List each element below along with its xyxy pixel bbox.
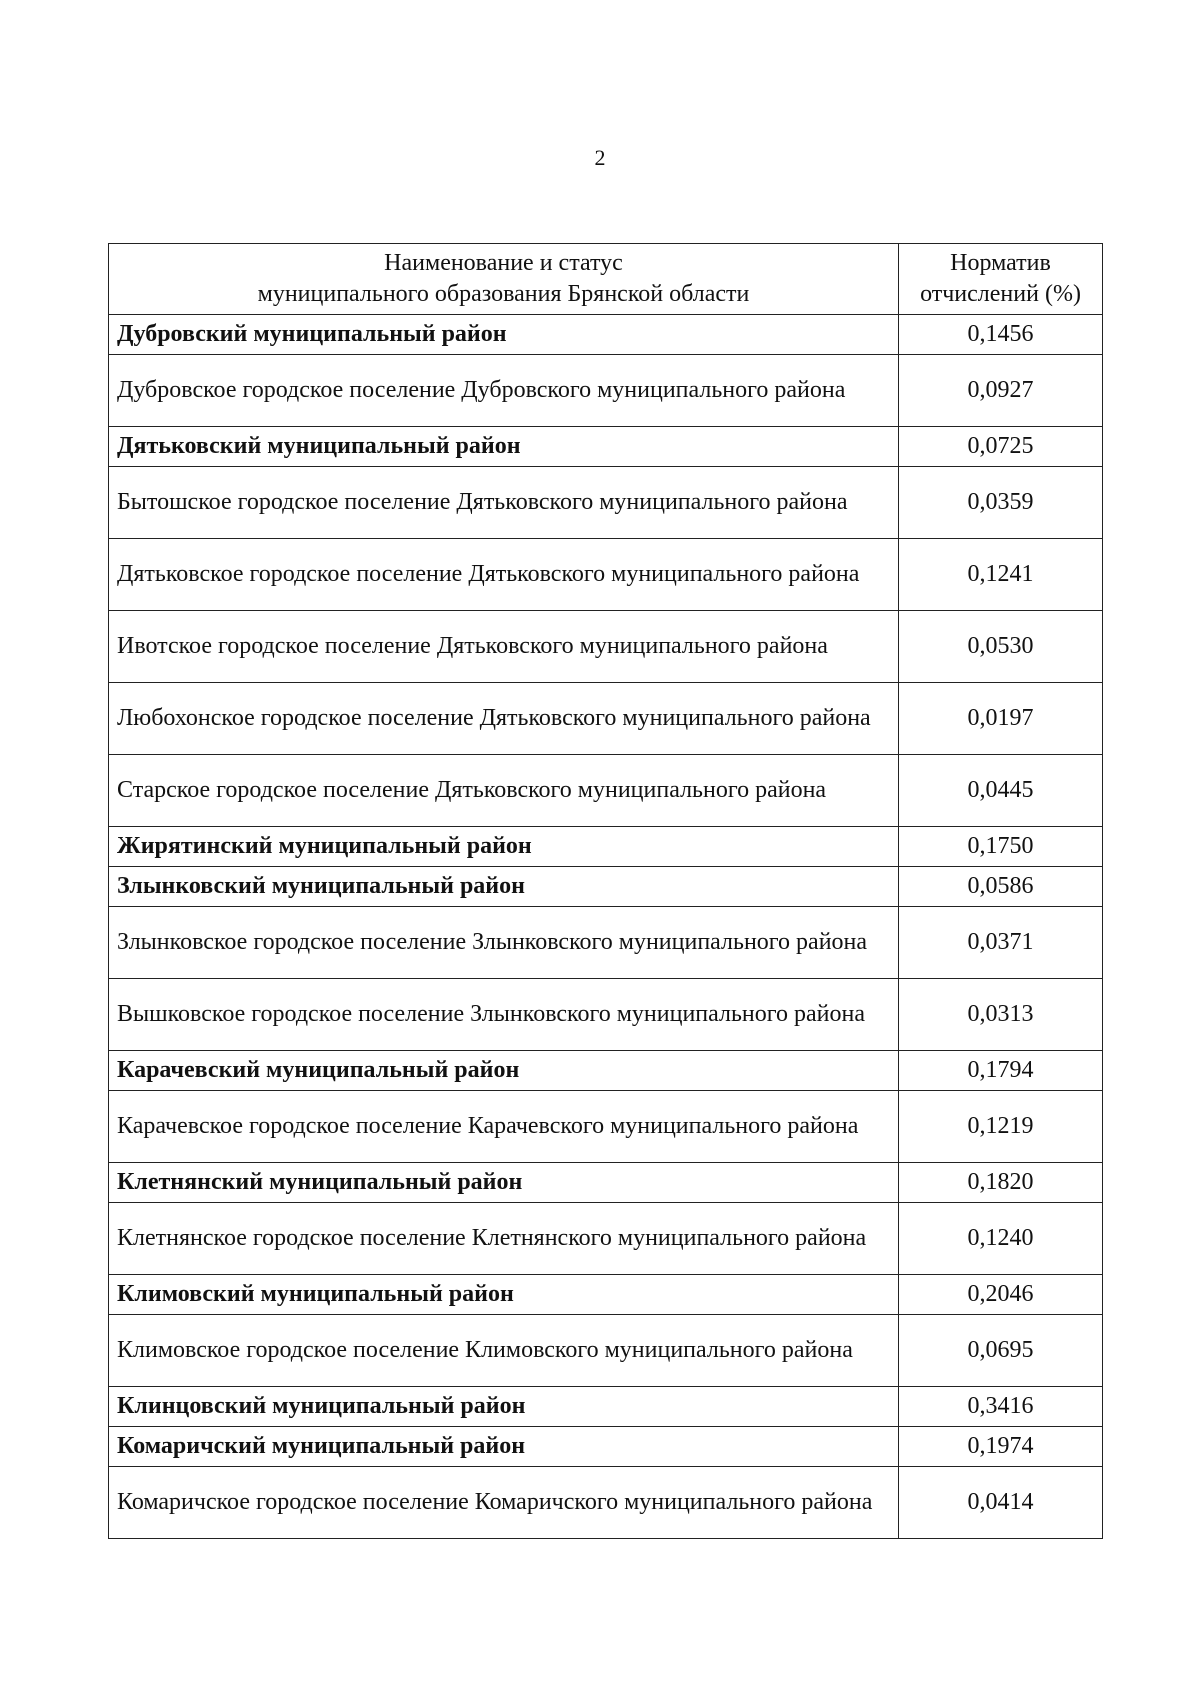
row-norm-value: 0,0695 xyxy=(899,1315,1103,1387)
row-norm-value: 0,0359 xyxy=(899,467,1103,539)
row-name: Карачевское городское поселение Карачевского муниципального района xyxy=(109,1091,899,1163)
row-norm-value: 0,1974 xyxy=(899,1427,1103,1467)
settlement-row xyxy=(109,683,1103,755)
table-header-row xyxy=(109,244,1103,315)
row-norm-value: 0,0725 xyxy=(899,427,1103,467)
settlement-row xyxy=(109,1467,1103,1539)
row-norm-value: 0,0313 xyxy=(899,979,1103,1051)
row-name: Ивотское городское поселение Дятьковского муниципального района xyxy=(109,611,899,683)
row-name: Любохонское городское поселение Дятьковского муниципального района xyxy=(109,683,899,755)
row-norm-value: 0,0414 xyxy=(899,1467,1103,1539)
row-norm-value: 0,1240 xyxy=(899,1203,1103,1275)
row-name: Карачевский муниципальный район xyxy=(109,1051,899,1091)
row-norm-value: 0,2046 xyxy=(899,1275,1103,1315)
row-name: Комаричское городское поселение Комаричского муниципального района xyxy=(109,1467,899,1539)
row-name: Дубровский муниципальный район xyxy=(109,315,899,355)
row-norm-value: 0,0530 xyxy=(899,611,1103,683)
page-number: 2 xyxy=(594,145,606,170)
district-row xyxy=(109,1051,1103,1091)
row-name: Клетнянское городское поселение Клетнянского муниципального района xyxy=(109,1203,899,1275)
row-name: Климовское городское поселение Климовского муниципального района xyxy=(109,1315,899,1387)
district-row xyxy=(109,867,1103,907)
header-norm-line2: отчислений (%) xyxy=(920,281,1081,307)
row-norm-value: 0,1794 xyxy=(899,1051,1103,1091)
row-name: Клинцовский муниципальный район xyxy=(109,1387,899,1427)
header-name-line2: муниципального образования Брянской области xyxy=(257,281,750,307)
row-name: Климовский муниципальный район xyxy=(109,1275,899,1315)
district-row xyxy=(109,1427,1103,1467)
district-row xyxy=(109,315,1103,355)
district-row xyxy=(109,827,1103,867)
header-norm-line1: Норматив xyxy=(950,250,1051,276)
settlement-row xyxy=(109,467,1103,539)
settlement-row xyxy=(109,1203,1103,1275)
row-name: Дятьковский муниципальный район xyxy=(109,427,899,467)
district-row xyxy=(109,427,1103,467)
row-name: Злынковский муниципальный район xyxy=(109,867,899,907)
settlement-row xyxy=(109,539,1103,611)
row-norm-value: 0,3416 xyxy=(899,1387,1103,1427)
row-name: Злынковское городское поселение Злынковского муниципального района xyxy=(109,907,899,979)
settlement-row xyxy=(109,355,1103,427)
row-name: Вышковское городское поселение Злынковского муниципального района xyxy=(109,979,899,1051)
row-name: Жирятинский муниципальный район xyxy=(109,827,899,867)
row-norm-value: 0,0927 xyxy=(899,355,1103,427)
settlement-row xyxy=(109,755,1103,827)
row-name: Бытошское городское поселение Дятьковского муниципального района xyxy=(109,467,899,539)
row-norm-value: 0,0197 xyxy=(899,683,1103,755)
norms-table xyxy=(108,243,1103,1539)
row-name: Комаричский муниципальный район xyxy=(109,1427,899,1467)
district-row xyxy=(109,1275,1103,1315)
row-norm-value: 0,0445 xyxy=(899,755,1103,827)
settlement-row xyxy=(109,1091,1103,1163)
header-norm xyxy=(899,244,1103,315)
settlement-row xyxy=(109,1315,1103,1387)
header-name-line1: Наименование и статус xyxy=(384,250,623,276)
row-name: Клетнянский муниципальный район xyxy=(109,1163,899,1203)
district-row xyxy=(109,1163,1103,1203)
district-row xyxy=(109,1387,1103,1427)
settlement-row xyxy=(109,907,1103,979)
row-norm-value: 0,1241 xyxy=(899,539,1103,611)
row-norm-value: 0,1219 xyxy=(899,1091,1103,1163)
settlement-row xyxy=(109,979,1103,1051)
row-norm-value: 0,1456 xyxy=(899,315,1103,355)
row-norm-value: 0,1750 xyxy=(899,827,1103,867)
header-name xyxy=(109,244,899,315)
row-norm-value: 0,1820 xyxy=(899,1163,1103,1203)
table-body xyxy=(109,315,1103,1539)
row-norm-value: 0,0371 xyxy=(899,907,1103,979)
settlement-row xyxy=(109,611,1103,683)
row-norm-value: 0,0586 xyxy=(899,867,1103,907)
row-name: Старское городское поселение Дятьковского муниципального района xyxy=(109,755,899,827)
row-name: Дубровское городское поселение Дубровского муниципального района xyxy=(109,355,899,427)
row-name: Дятьковское городское поселение Дятьковского муниципального района xyxy=(109,539,899,611)
